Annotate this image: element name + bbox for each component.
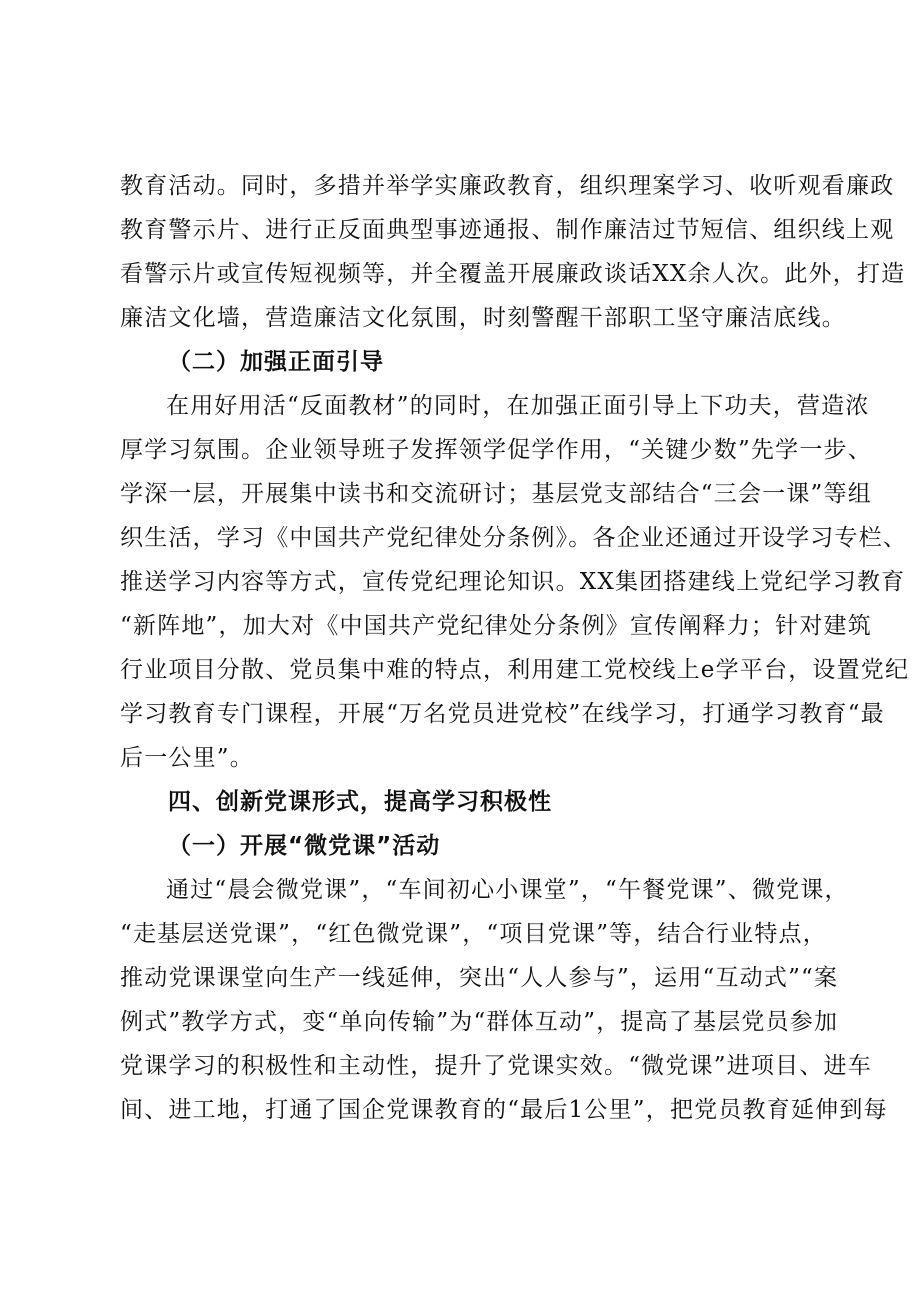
section-heading-four: 四、创新党课形式，提高学习积极性: [168, 789, 552, 815]
text-line-13: 学习教育专门课程，开展“万名党员进党校”在线学习，打通学习教育“最: [120, 701, 885, 727]
text-line-1: 教育活动。同时，多措并举学实廉政教育，组织理案学习、收听观看廉政: [120, 173, 895, 199]
text-line-9: 织生活，学习《中国共产党纪律处分条例》。各企业还通过开设学习专栏、: [120, 525, 908, 551]
text-line-18: “走基层送党课”，“红色微党课”，“项目党课”等，结合行业特点，: [120, 921, 827, 947]
text-line-19: 推动党课课堂向生产一线延伸，突出“人人参与”，运用“互动式”“案: [120, 965, 839, 991]
text-line-21: 党课学习的积极性和主动性，提升了党课实效。“微党课”进项目、进车: [120, 1053, 872, 1079]
text-line-20: 例式”教学方式，变“单向传输”为“群体互动”，提高了基层党员参加: [120, 1009, 839, 1035]
text-line-17: 通过“晨会微党课”，“车间初心小课堂”，“午餐党课”、微党课，: [166, 877, 849, 903]
text-line-8: 学深一层，开展集中读书和交流研讨；基层党支部结合“三会一课”等组: [120, 481, 872, 507]
subheading-micro-party-class: （一）开展“微党课”活动: [168, 833, 441, 859]
text-line-4: 廉洁文化墙，营造廉洁文化氛围，时刻警醒干部职工坚守廉洁底线。: [120, 305, 846, 331]
text-line-10: 推送学习内容等方式，宣传党纪理论知识。XX集团搭建线上党纪学习教育: [120, 569, 906, 595]
text-line-12: 行业项目分散、党员集中难的特点，利用建工党校线上e学平台，设置党纪: [120, 657, 910, 683]
text-line-6: 在用好用活“反面教材”的同时，在加强正面引导上下功夫，营造浓: [166, 393, 870, 419]
text-line-14: 后一公里”。: [120, 745, 254, 771]
text-line-7: 厚学习氛围。企业领导班子发挥领学促学作用，“关键少数”先学一步、: [120, 437, 872, 463]
text-line-3: 看警示片或宣传短视频等，并全覆盖开展廉政谈话XX余人次。此外，打造: [120, 261, 906, 287]
text-line-22: 间、进工地，打通了国企党课教育的“最后1公里”，把党员教育延伸到每: [120, 1097, 888, 1123]
subheading-strengthen-guidance: （二）加强正面引导: [168, 349, 384, 375]
text-line-11: “新阵地”，加大对《中国共产党纪律处分条例》宣传阐释力；针对建筑: [120, 613, 872, 639]
text-line-2: 教育警示片、进行正反面典型事迹通报、制作廉洁过节短信、组织线上观: [120, 217, 895, 243]
